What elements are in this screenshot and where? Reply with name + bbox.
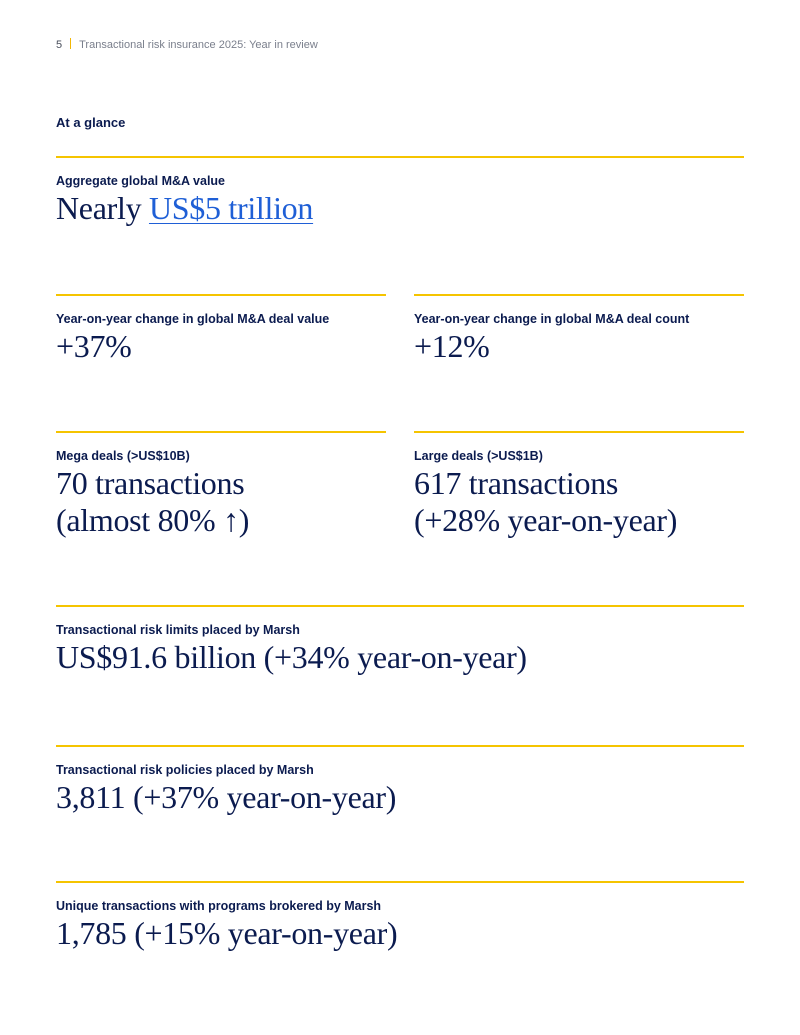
divider — [56, 605, 744, 607]
value-prefix: Nearly — [56, 190, 149, 226]
stat-value: +37% — [56, 328, 132, 364]
divider — [56, 431, 386, 433]
page-header — [56, 38, 318, 51]
value-line-2-close: ) — [238, 502, 250, 538]
value-line-2: (+28% year-on-year) — [414, 502, 678, 538]
stat-label: Large deals (>US$1B) — [414, 449, 543, 463]
stat-value — [56, 465, 386, 539]
stat-label: Transactional risk limits placed by Marsh — [56, 623, 300, 637]
stat-label: Mega deals (>US$10B) — [56, 449, 190, 463]
stat-aggregate — [56, 156, 744, 227]
stat-label: Year-on-year change in global M&A deal value — [56, 312, 330, 326]
value-line-1: 70 transactions — [56, 465, 245, 501]
highlight-link[interactable]: US$5 trillion — [148, 190, 314, 226]
stat-value — [56, 190, 744, 227]
stat-large-deals — [414, 431, 744, 539]
arrow-up-icon: ↑ — [223, 502, 239, 538]
stat-unique-transactions — [56, 881, 744, 952]
stat-label: Year-on-year change in global M&A deal count — [414, 312, 690, 326]
stat-yoy-count — [414, 294, 744, 365]
document-title: Transactional risk insurance 2025: Year in review — [79, 39, 318, 51]
stat-mega-deals — [56, 431, 386, 539]
stat-label: Unique transactions with programs brokered by Marsh — [56, 899, 382, 913]
value-line-1: 617 transactions — [414, 465, 619, 501]
stat-value: +12% — [414, 328, 490, 364]
divider — [414, 294, 744, 296]
stat-limits — [56, 605, 744, 676]
stat-policies — [56, 745, 744, 816]
divider — [414, 431, 744, 433]
section-title: At a glance — [56, 115, 126, 130]
stat-yoy-value — [56, 294, 386, 365]
stat-value: US$91.6 billion (+34% year-on-year) — [56, 639, 527, 675]
stat-value: 3,811 (+37% year-on-year) — [56, 779, 397, 815]
value-line-2 — [56, 502, 386, 539]
stat-value — [414, 465, 744, 539]
stat-label: Aggregate global M&A value — [56, 174, 226, 188]
header-divider — [70, 38, 71, 49]
divider — [56, 881, 744, 883]
divider — [56, 294, 386, 296]
divider — [56, 156, 744, 158]
divider — [56, 745, 744, 747]
value-line-2-text: (almost 80% — [56, 502, 224, 538]
stat-label: Transactional risk policies placed by Marsh — [56, 763, 314, 777]
stat-value: 1,785 (+15% year-on-year) — [56, 915, 398, 951]
page-number: 5 — [56, 39, 63, 51]
